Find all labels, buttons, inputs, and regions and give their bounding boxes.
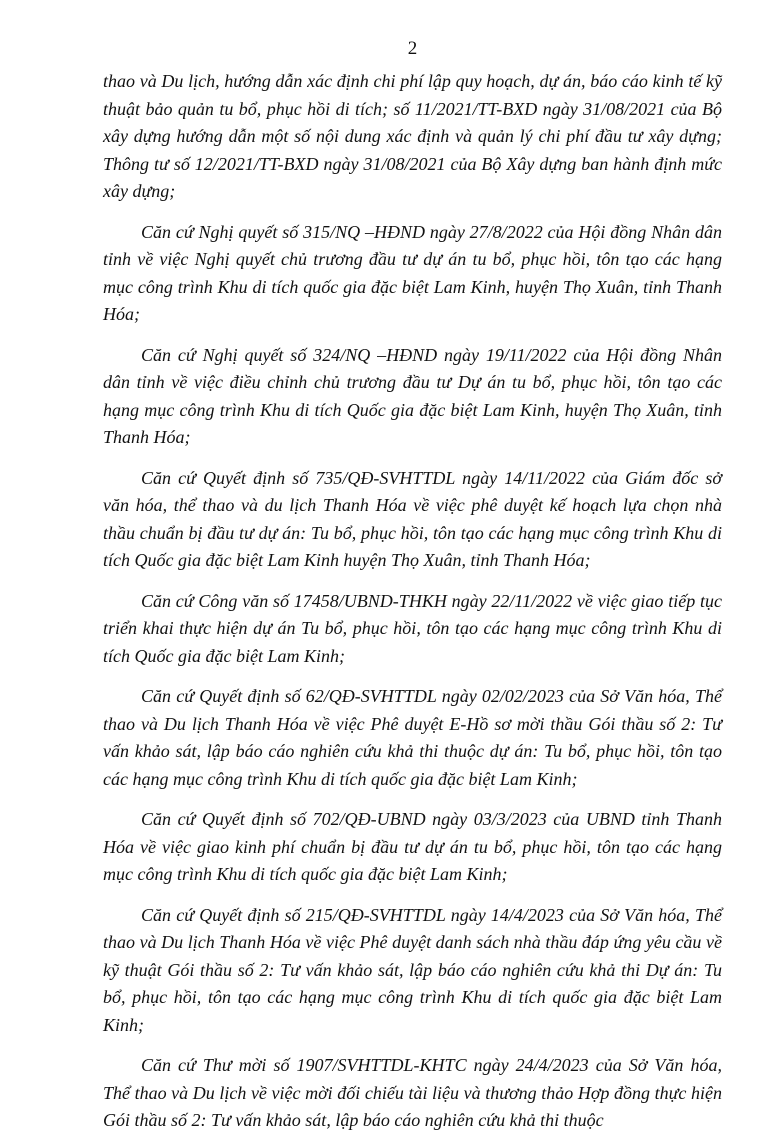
paragraph-dispatch-17458: Căn cứ Công văn số 17458/UBND-THKH ngày 22/11/2022 về việc giao tiếp tục triển khai thực hiện dự án Tu bổ, phục hồi, tôn tạo các hạng mục công trình Khu di tích Quốc gia đặc biệt Lam Kinh; bbox=[103, 590, 722, 666]
paragraph-resolution-315: Căn cứ Nghị quyết số 315/NQ –HĐND ngày 27/8/2022 của Hội đồng Nhân dân tỉnh về việc Nghị quyết chủ trương đầu tư dự án tu bổ, phục hồi, tôn tạo các hạng mục công trình Khu di tích quốc gia đặc biệt Lam Kinh, huyện Thọ Xuân, tỉnh Thanh Hóa; bbox=[103, 221, 722, 324]
page-number: 2 bbox=[407, 38, 418, 59]
paragraph-decision-702: Căn cứ Quyết định số 702/QĐ-UBND ngày 03/3/2023 của UBND tỉnh Thanh Hóa về việc giao kinh phí chuẩn bị đầu tư dự án tu bổ, phục hồi, tôn tạo các hạng mục công trình Khu di tích quốc gia đặc biệt Lam Kinh; bbox=[103, 809, 722, 884]
paragraph-resolution-324: Căn cứ Nghị quyết số 324/NQ –HĐND ngày 19/11/2022 của Hội đồng Nhân dân tỉnh về việc điều chỉnh chủ trương đầu tư Dự án tu bổ, phục hồi, tôn tạo các hạng mục công trình Khu di tích Quốc gia đặc biệt Lam Kinh, huyện Thọ Xuân, tỉnh Thanh Hóa; bbox=[103, 344, 722, 447]
paragraph-continuation: thao và Du lịch, hướng dẫn xác định chi phí lập quy hoạch, dự án, báo cáo kinh tế kỹ thuật bảo quản tu bổ, phục hồi di tích; số 11/2021/TT-BXD ngày 31/08/2021 của Bộ xây dựng hướng dẫn một số nội dung xác định và quản lý chi phí đầu tư xây dựng; Thông tư số 12/2021/TT-BXD ngày 31/08/2021 của Bộ Xây dựng ban hành định mức xây dựng; bbox=[103, 71, 722, 201]
paragraph-decision-215: Căn cứ Quyết định số 215/QĐ-SVHTTDL ngày 14/4/2023 của Sở Văn hóa, Thể thao và Du lịch Thanh Hóa về việc Phê duyệt danh sách nhà thầu đáp ứng yêu cầu về kỹ thuật Gói thầu số 2: Tư vấn khảo sát, lập báo cáo nghiên cứu khả thi Dự án: Tu bổ, phục hồi, tôn tạo các hạng mục công trình Khu di tích quốc gia đặc biệt Lam Kinh; bbox=[103, 904, 722, 1035]
paragraph-decision-735: Căn cứ Quyết định số 735/QĐ-SVHTTDL ngày 14/11/2022 của Giám đốc sở văn hóa, thể thao và du lịch Thanh Hóa về việc phê duyệt kế hoạch lựa chọn nhà thầu chuẩn bị đầu tư dự án: Tu bổ, phục hồi, tôn tạo các hạng mục công trình Khu di tích Quốc gia đặc biệt Lam Kinh huyện Thọ Xuân, tỉnh Thanh Hóa; bbox=[103, 467, 722, 570]
paragraph-decision-62: Căn cứ Quyết định số 62/QĐ-SVHTTDL ngày 02/02/2023 của Sở Văn hóa, Thể thao và Du lịch Thanh Hóa về việc Phê duyệt E-Hồ sơ mời thầu Gói thầu số 2: Tư vấn khảo sát, lập báo cáo nghiên cứu khả thi thuộc dự án: Tu bổ, phục hồi, tôn tạo các hạng mục công trình Khu di tích quốc gia đặc biệt Lam Kinh; bbox=[103, 686, 722, 789]
paragraph-letter-1907: Căn cứ Thư mời số 1907/SVHTTDL-KHTC ngày 24/4/2023 của Sở Văn hóa, Thể thao và Du lịch về việc mời đối chiếu tài liệu và thương thảo Hợp đồng thực hiện Gói thầu số 2: Tư vấn khảo sát, lập báo cáo nghiên cứu khả thi thuộc bbox=[103, 1055, 722, 1130]
